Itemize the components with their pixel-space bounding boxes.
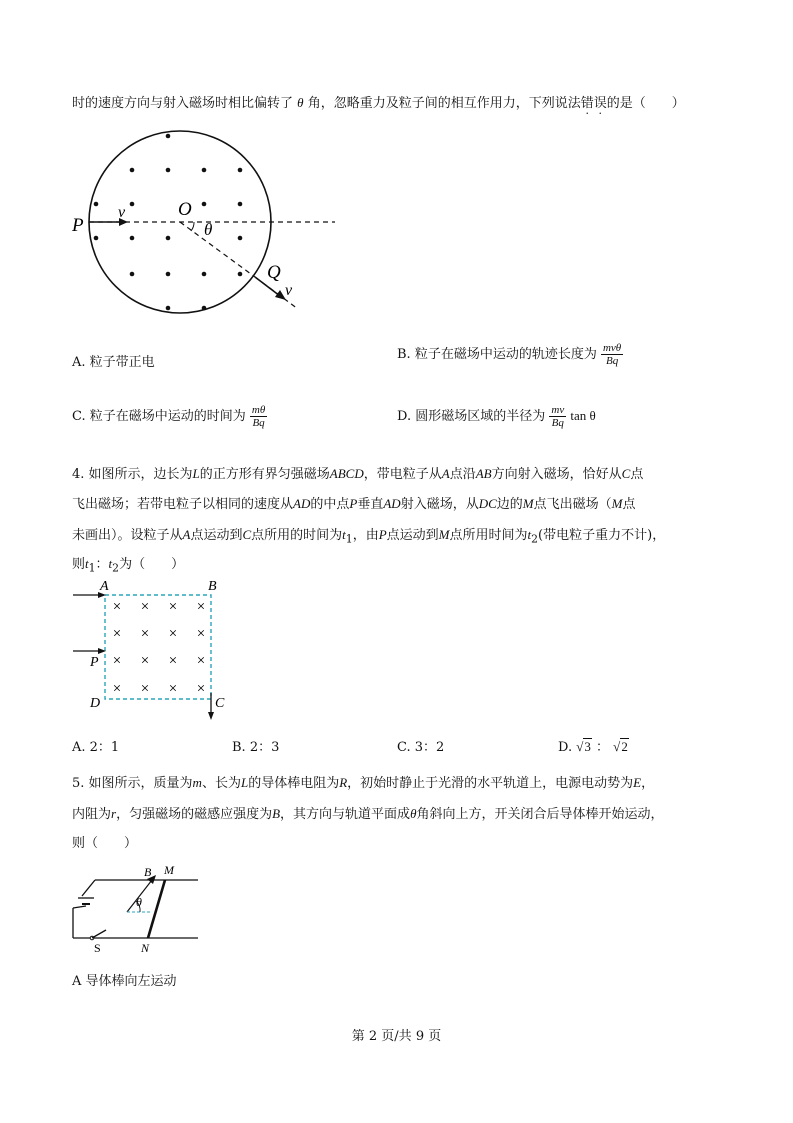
q4-text: 点所用的时间为 [251,528,343,543]
q4-text: 的正方形有界匀强磁场 [199,467,330,482]
q4-text: ，由 [352,528,379,543]
q5-text: ，其方向与轨道平面成 [280,807,411,822]
q5-rail-circuit-figure [70,858,205,958]
label-v-in: v [118,204,126,221]
q4-text: 4. 如图所示，边长为 [72,467,193,482]
q5-text: 5. 如图所示，质量为 [72,776,193,791]
q3-option-c [72,404,267,429]
q3-option-a [72,351,155,370]
var: A [441,466,450,481]
angle-arc [191,222,194,231]
conductor-rod [148,880,165,938]
q4-text: 垂直 [357,497,384,512]
var: AD [293,496,311,511]
q4-text: 射入磁场，从 [400,497,479,512]
q3-emphasis: 误 [593,96,607,111]
q4-text: 点飞出磁场（ [533,497,612,512]
svg-text:×: × [112,599,122,615]
label-Q: Q [267,262,281,283]
svg-text:×: × [140,626,150,642]
q4-line-4 [72,553,184,575]
wire [82,880,95,896]
var: A [182,527,191,542]
q4-text: 点沿 [449,467,476,482]
q4-line-1 [72,463,643,482]
svg-text:×: × [140,653,150,669]
q4-text: 点运动到 [190,528,243,543]
q4-line-3 [72,524,665,546]
q4-option-a [72,736,119,755]
q3-text: 时的速度方向与射入磁场时相比偏转了 [72,96,294,111]
svg-text:×: × [168,653,178,669]
q4-line-2 [72,493,636,512]
label-P: P [72,215,84,236]
numerator: mθ [251,404,266,416]
var: AD [383,496,401,511]
label-O: O [178,199,192,220]
fraction [601,342,623,367]
option-text: C. 3：2 [397,740,445,755]
label-A: A [100,579,109,594]
option-text: C. 粒子在磁场中运动的时间为 [72,409,246,424]
q3-intro-line [72,92,685,111]
svg-text:×: × [112,681,122,697]
option-text: D. 圆形磁场区域的半径为 [397,409,546,424]
label-B: B [208,579,217,594]
q5-text: ， [641,776,655,791]
svg-text:×: × [168,681,178,697]
svg-text:×: × [168,626,178,642]
subscript: 1 [88,561,96,575]
label-theta: θ [136,895,142,909]
svg-text:×: × [196,626,206,642]
q5-line-3 [72,832,137,851]
radicand: 3 [584,739,591,754]
q4-text: ： [95,557,109,572]
fraction [549,404,566,429]
option-text: A. 粒子带正电 [72,355,155,370]
q3-option-b [397,342,623,367]
denominator: Bq [551,417,564,429]
svg-text:×: × [112,626,122,642]
option-text: A. 2：1 [72,740,120,755]
label-C: C [215,696,225,711]
var: AB [475,466,492,481]
var: M [438,527,450,542]
var: t [527,527,532,542]
q4-text: 点 [630,467,644,482]
var: E [633,775,642,790]
q5-option-a [72,970,177,989]
label-M: M [164,863,174,877]
var: M [522,496,534,511]
q4-text: 未画出）。设粒子从 [72,528,183,543]
q4-text: 点 [622,497,636,512]
subscript: 2 [112,561,120,575]
var: R [339,775,348,790]
q3-option-d [397,404,596,429]
label-theta: θ [204,220,213,239]
q4-text: 则 [72,557,86,572]
var: C [621,466,631,481]
var: m [192,775,202,790]
option-text: A 导体棒向左运动 [72,974,177,989]
var: L [240,775,249,790]
q5-text: 的导体棒电阻为 [248,776,340,791]
q4-option-b [232,736,279,755]
var: t [342,527,346,542]
svg-text:×: × [168,599,178,615]
q4-text: 点所用时间为 [449,528,528,543]
svg-text:×: × [140,599,150,615]
denominator: Bq [252,417,265,429]
q4-text: ，带电粒子从 [363,467,442,482]
svg-text:×: × [112,653,122,669]
var: θ [410,806,417,821]
var: L [192,466,200,481]
colon: ： [596,740,610,755]
radicand: 2 [621,739,628,754]
svg-text:×: × [196,653,206,669]
var: t [85,556,89,571]
numerator: mv [551,404,565,416]
var: r [111,806,117,821]
q5-line-1 [72,772,654,791]
var: M [611,496,623,511]
var: C [242,527,252,542]
page-footer [0,1025,793,1044]
option-text: B. 2：3 [232,740,280,755]
q3-circle-field-figure [70,125,350,325]
q4-text: 的中点 [310,497,350,512]
numerator: mvθ [602,342,622,354]
svg-text:×: × [140,681,150,697]
tan-theta: tan θ [570,408,596,423]
label-B: B [144,865,152,879]
label-S: S [94,941,101,955]
q4-text: 为（ ） [119,557,185,572]
arrow-head-icon [208,712,214,720]
denominator: Bq [605,355,619,367]
var: B [272,806,281,821]
subscript: 2 [531,532,539,546]
q4-text: 方向射入磁场，恰好从 [491,467,622,482]
label-v-out: v [285,282,293,299]
q5-text: ，匀强磁场的磁感应强度为 [116,807,273,822]
q5-text: ，初始时静止于光滑的水平轨道上，电源电动势为 [347,776,634,791]
svg-text:×: × [196,599,206,615]
q3-theta: θ [297,95,304,110]
label-N: N [141,941,150,955]
q4-option-d [558,736,629,755]
option-label: D. [558,740,573,755]
fraction [250,404,267,429]
field-crosses [113,599,205,697]
q5-text: 则（ ） [72,836,138,851]
page-number: 第 2 页/共 9 页 [351,1029,442,1044]
option-text: B. 粒子在磁场中运动的轨迹长度为 [397,347,597,362]
q3-emphasis: 错 [580,96,594,111]
label-P: P [90,655,99,670]
q4-text: (带电粒子重力不计)， [538,528,666,543]
wire [73,906,86,908]
q4-text: 点运动到 [386,528,439,543]
q5-text: 内阻为 [72,807,112,822]
sqrt-3: √3 [576,739,591,754]
q4-square-field-figure [70,575,240,725]
q5-text: 、长为 [201,776,241,791]
q5-text: 角斜向上方，开关闭合后导体棒开始运动， [416,807,664,822]
q3-text: 角，忽略重力及粒子间的相互作用力，下列说法 [307,96,581,111]
q4-option-c [397,736,444,755]
q4-text: 飞出磁场；若带电粒子以相同的速度从 [72,497,294,512]
switch-lever [92,930,106,938]
q3-text: 的是（ ） [606,96,685,111]
sqrt-2: √2 [613,739,628,754]
var: ABCD [329,466,364,481]
var: P [349,496,358,511]
var: DC [478,496,497,511]
var: P [378,527,387,542]
q4-text: 边的 [496,497,523,512]
q5-line-2 [72,803,663,822]
var: t [108,556,113,571]
label-D: D [90,696,101,711]
subscript: 1 [345,532,353,546]
svg-text:×: × [196,681,206,697]
